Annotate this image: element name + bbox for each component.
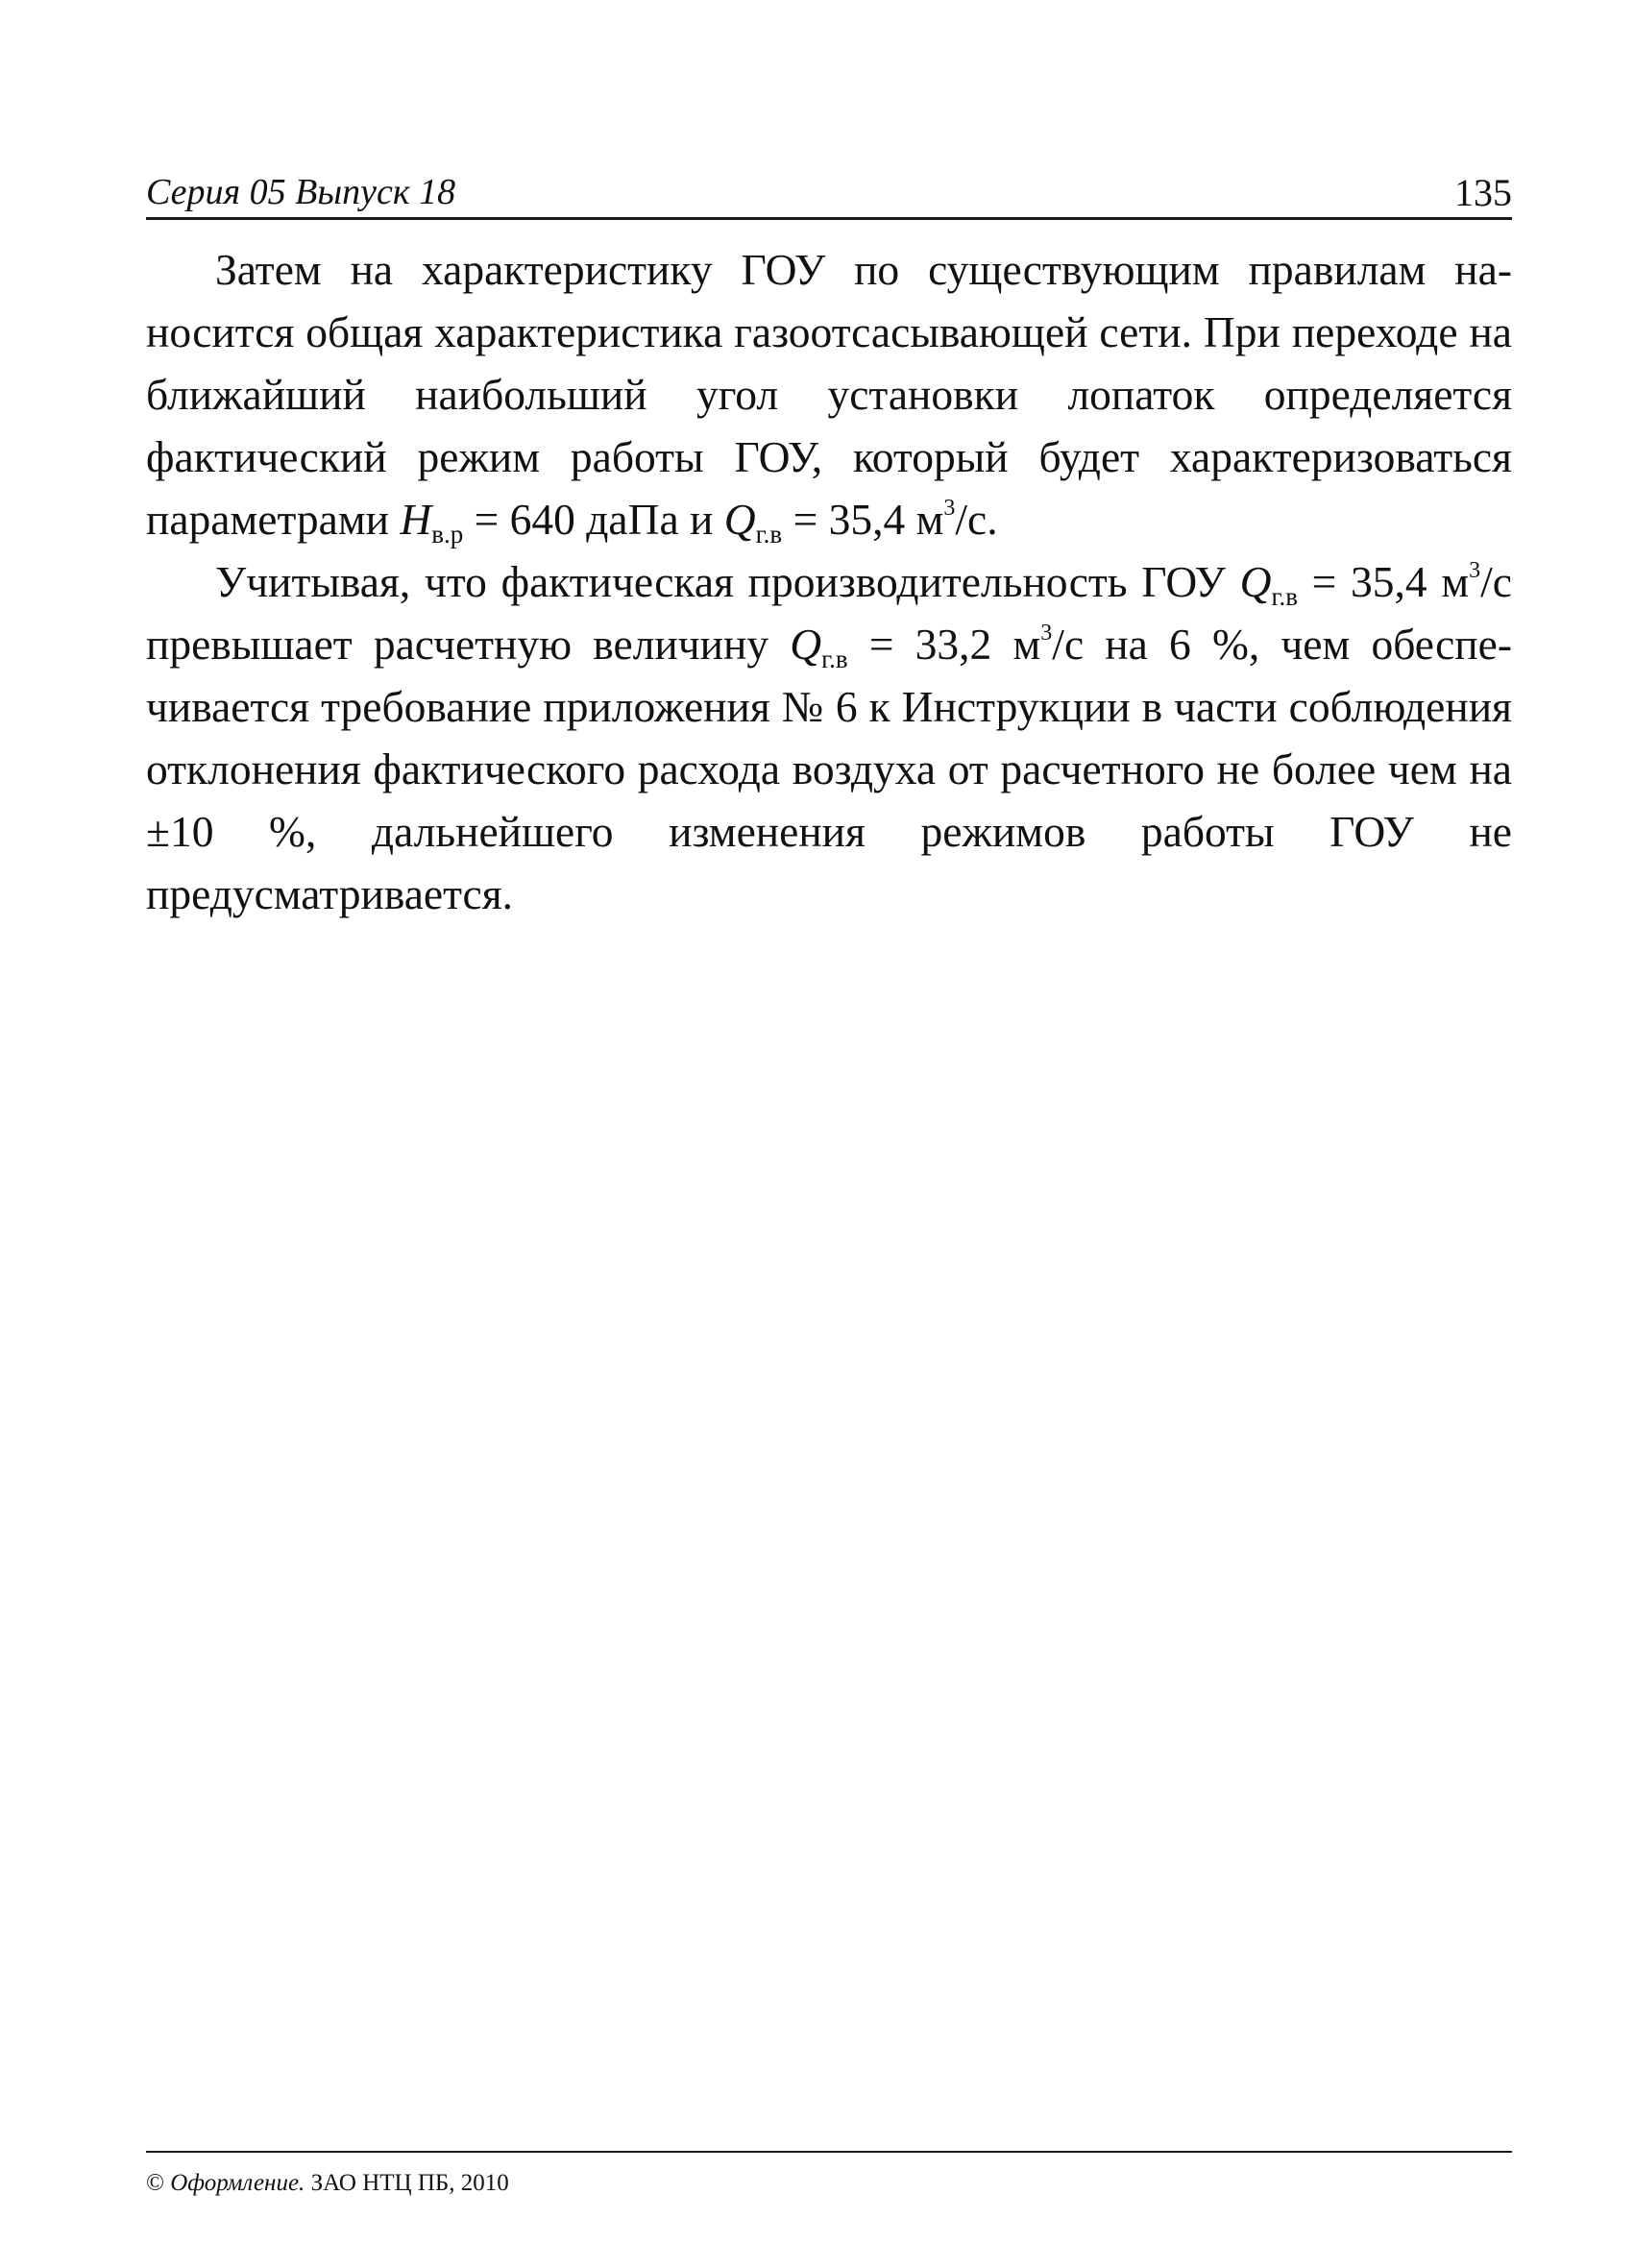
paragraph-2-lead: Учитывая, что фактическая производительность ГОУ [215,557,1240,606]
footer-divider [146,2151,1512,2153]
q-design-equation: = 33,2 м [847,620,1041,669]
cubic-superscript: 3 [1040,621,1053,646]
paragraph-1 [146,238,1512,550]
series-label: Серия 05 Выпуск 18 [146,172,456,212]
paragraph-2-middle: /с превышает расчетную величину [146,557,1512,669]
q-equation: = 35,4 м [782,495,944,544]
q-design-subscript: г.в [821,645,848,673]
paragraph-2 [146,550,1512,925]
h-equation: = 640 даПа и [463,495,724,544]
body-text [146,238,1512,925]
footer-org: ЗАО НТЦ ПБ, 2010 [305,2170,509,2196]
paragraph-1-tail: /с. [955,495,998,544]
copyright-symbol: © [146,2170,171,2196]
q-actual-variable: Q [1239,557,1272,606]
cubic-superscript: 3 [943,496,956,521]
page-number: 135 [1454,171,1512,214]
cubic-superscript: 3 [1469,558,1481,583]
q-actual-subscript: г.в [1271,582,1298,611]
paragraph-2-tail: /с на 6 %, чем обеспечивается требование приложения № 6 к Инструкции в части соблюдения отклонения фактического расхода воздуха от расчетного не более чем на ±10 %, дальнейшего изменения режимов работы ГОУ не предусматривается. [146,620,1512,918]
paragraph-1-lead: Затем на характеристику ГОУ по существующим правилам наносится общая характеристика газоотсасывающей сети. При переходе на ближайший наибольший угол установки лопаток определяется фактический режим работы ГОУ, который будет характеризоваться параметрами [146,245,1512,544]
h-variable: H [400,495,432,544]
q-actual-equation: = 35,4 м [1297,557,1470,606]
page-header [146,169,1512,220]
footer-label: Оформление. [170,2170,305,2196]
q-subscript: г.в [755,520,783,549]
footer-copyright [146,2169,509,2198]
q-variable: Q [723,495,756,544]
q-design-variable: Q [790,620,822,669]
h-subscript: в.р [431,520,464,549]
